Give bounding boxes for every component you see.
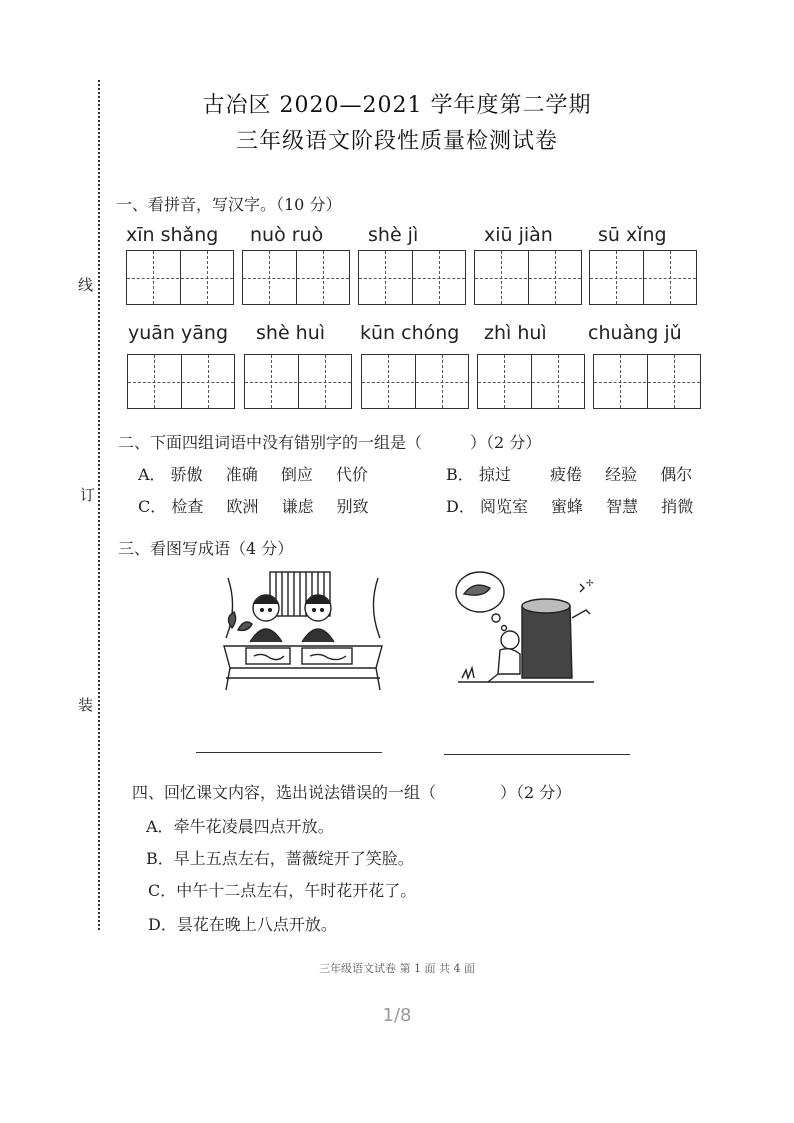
binding-label-ding: 订 <box>80 480 95 509</box>
option-word: 智慧 <box>606 497 639 516</box>
option-word: 经验 <box>605 465 638 484</box>
option-word: 蜜蜂 <box>551 497 584 516</box>
writing-box[interactable] <box>244 354 352 409</box>
option-label: B． <box>446 465 474 484</box>
pinyin-item: shè jì <box>368 224 419 246</box>
illustration-stump-waiting-icon <box>448 566 608 688</box>
q2-heading: 二、下面四组词语中没有错别字的一组是（ ）（2 分） <box>118 433 542 452</box>
option-label: D． <box>446 497 475 516</box>
option-word: 掠过 <box>478 465 511 484</box>
pinyin-item: chuàng jǔ <box>588 322 682 344</box>
option-label: A． <box>138 465 166 484</box>
q2-option-b[interactable] <box>446 462 710 485</box>
option-word: 代价 <box>335 465 368 484</box>
guide-line <box>245 382 351 383</box>
option-label: A． <box>146 817 174 836</box>
q4-heading: 四、回忆课文内容，选出说法错误的一组（ ）（2 分） <box>132 783 572 802</box>
option-word: 准确 <box>225 465 258 484</box>
binding-label-zhuang: 装 <box>78 690 93 719</box>
q2-option-d[interactable] <box>446 494 711 517</box>
pinyin-item: nuò ruò <box>250 224 324 246</box>
flying-rabbit-icon: ✢ <box>586 579 594 589</box>
exam-title-line2: 三年级语文阶段性质量检测试卷 <box>235 129 558 154</box>
pinyin-item: shè huì <box>256 322 326 344</box>
q2-option-a[interactable] <box>138 462 386 485</box>
guide-line <box>127 278 233 279</box>
writing-box[interactable] <box>127 354 235 409</box>
q2-option-c[interactable] <box>138 494 387 517</box>
writing-box[interactable] <box>589 250 697 305</box>
exam-title-line1: 古冶区 2020—2021 学年度第二学期 <box>202 93 592 118</box>
q4-option-b[interactable] <box>146 846 414 869</box>
option-text: 昙花在晚上八点开放。 <box>176 915 337 934</box>
q4-option-a[interactable] <box>146 814 334 837</box>
option-word: 偶尔 <box>660 465 693 484</box>
option-label: C． <box>148 881 177 900</box>
writing-box[interactable] <box>477 354 585 409</box>
option-word: 欧洲 <box>226 497 259 516</box>
option-text: 中午十二点左右，午时花开花了。 <box>176 881 417 900</box>
binding-margin <box>98 80 100 930</box>
writing-box[interactable] <box>361 354 469 409</box>
guide-line <box>243 278 349 279</box>
option-label: D． <box>148 915 177 934</box>
guide-line <box>359 278 465 279</box>
option-label: B． <box>146 849 174 868</box>
option-word: 捎微 <box>661 497 694 516</box>
option-word: 阅览室 <box>479 497 528 516</box>
option-word: 谦虑 <box>281 497 314 516</box>
illustration-two-students-icon <box>218 568 388 694</box>
option-word: 倒应 <box>280 465 313 484</box>
option-word: 骄傲 <box>170 465 203 484</box>
page-footer: 三年级语文试卷 第 1 面 共 4 面 <box>319 962 475 975</box>
q3-heading: 三、看图写成语（4 分） <box>118 539 294 558</box>
writing-box[interactable] <box>126 250 234 305</box>
pinyin-item: zhì huì <box>484 322 547 344</box>
guide-line <box>362 382 468 383</box>
answer-line-1[interactable] <box>196 752 382 753</box>
option-word: 检查 <box>171 497 204 516</box>
writing-box[interactable] <box>242 250 350 305</box>
pinyin-item: yuān yāng <box>128 322 229 344</box>
writing-box[interactable] <box>358 250 466 305</box>
guide-line <box>475 278 581 279</box>
option-text: 早上五点左右，蔷薇绽开了笑脸。 <box>173 849 414 868</box>
q4-option-c[interactable] <box>148 878 416 901</box>
pinyin-item: sū xǐng <box>598 224 667 246</box>
q4-option-d[interactable] <box>148 912 337 935</box>
writing-box[interactable] <box>593 354 701 409</box>
option-label: C． <box>138 497 167 516</box>
binding-label-xian: 线 <box>78 270 93 299</box>
guide-line <box>594 382 700 383</box>
pinyin-item: xiū jiàn <box>484 224 553 246</box>
q1-heading: 一、看拼音，写汉字。（10 分） <box>116 195 342 214</box>
option-word: 疲倦 <box>549 465 582 484</box>
pinyin-item: xīn shǎng <box>126 224 219 246</box>
option-word: 别致 <box>336 497 369 516</box>
answer-line-2[interactable] <box>444 754 630 755</box>
pinyin-item: kūn chóng <box>360 322 460 344</box>
guide-line <box>590 278 696 279</box>
option-text: 牵牛花凌晨四点开放。 <box>173 817 334 836</box>
writing-box[interactable] <box>474 250 582 305</box>
guide-line <box>478 382 584 383</box>
guide-line <box>128 382 234 383</box>
page-indicator: 1/8 <box>382 1005 412 1026</box>
